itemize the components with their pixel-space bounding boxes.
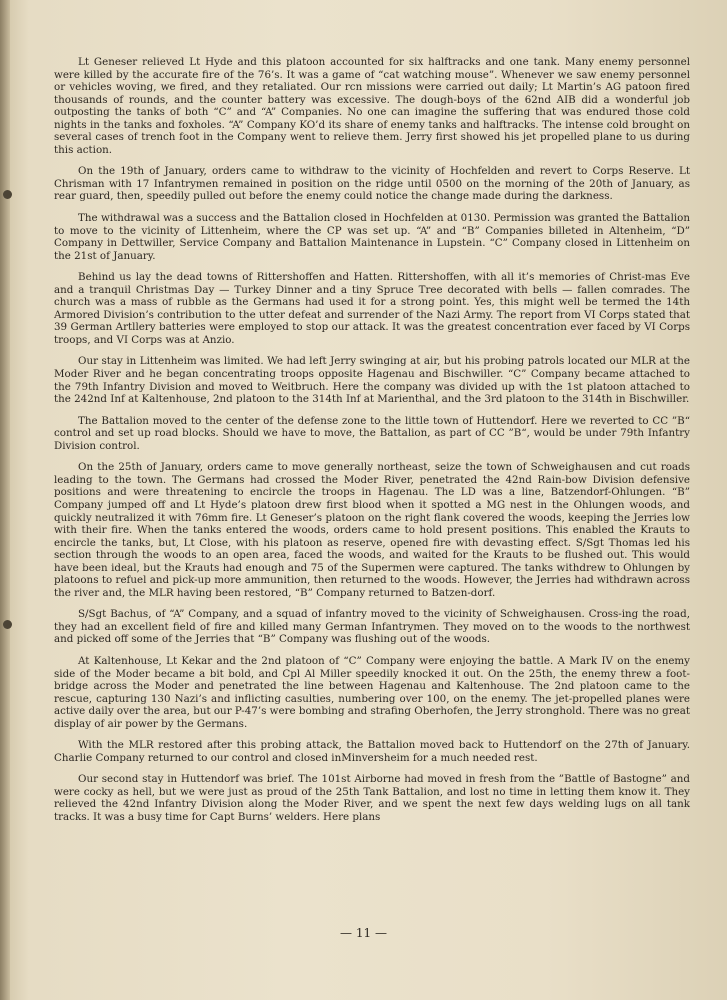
paragraph: Our second stay in Huttendorf was brief. The 101st Airborne had moved in fresh from the ”Battle of Bastogne” and were cocky as hell, but we were just as proud of the 25th Tank Battalion, and lost no time in letting them know it. They relieved the 42nd Infantry Division along the Moder River, and we spent the next few days welding lugs on all tank tracks. It was a busy time for Capt Burns’ welders. Here plans xyxy=(54,773,690,823)
paragraph: The withdrawal was a success and the Battalion closed in Hochfelden at 0130. Permission was granted the Battalion to move to the vicinity of Littenheim, where the CP was set up. “A” and “B” Companies billeted in Altenheim, “D” Company in Dettwiller, Service Company and Battalion Maintenance in Lupstein. “C” Company closed in Littenheim on the 21st of January. xyxy=(54,212,690,262)
paragraph: S/Sgt Bachus, of “A” Company, and a squad of infantry moved to the vicinity of Schweighausen. Cross-ing the road, they had an excellent field of fire and killed many German Infantrymen. They moved on to the woods to the northwest and picked off some of the Jerries that “B” Company was flushing out of the woods. xyxy=(54,608,690,646)
page-number: — 11 — xyxy=(340,926,387,940)
paragraph: On the 25th of January, orders came to move generally northeast, seize the town of Schweighausen and cut roads leading to the town. The Germans had crossed the Moder River, penetrated the 42nd Rain-bow Division defensive positions and were threatening to encircle the troops in Hagenau. The LD was a line, Batzendorf-Ohlungen. “B” Company jumped off and Lt Hyde’s platoon drew first blood when it spotted a MG nest in the Ohlungen woods, and quickly neutralized it with 76mm fire. Lt Geneser’s platoon on the right flank covered the woods, keeping the Jerries low with their fire. When the tanks entered the woods, orders came to hold present positions. This enabled the Krauts to encircle the tanks, but, Lt Close, with his platoon as reserve, opened fire with devasting effect. S/Sgt Thomas led his section through the woods to an open area, faced the woods, and waited for the Krauts to be flushed out. This would have been ideal, but the Krauts had enough and 75 of the Supermen were captured. The tanks withdrew to Ohlungen by platoons to refuel and pick-up more ammunition, then returned to the woods. However, the Jerries had withdrawn across the river and, the MLR having been restored, “B” Company returned to Batzen-dorf. xyxy=(54,461,690,599)
paragraph: The Battalion moved to the center of the defense zone to the little town of Huttendorf. Here we reverted to CC ”B“ control and set up road blocks. Should we have to move, the Battalion, as part of CC ”B“, would be under 79th Infantry Division control. xyxy=(54,414,690,452)
binding-edge xyxy=(0,0,10,1000)
paragraph: Our stay in Littenheim was limited. We had left Jerry swinging at air, but his probing patrols located our MLR at the Moder River and he began concentrating troops opposite Hagenau and Bischwiller. “C” Company became attached to the 79th Infantry Division and moved to Weitbruch. Here the company was divided up with the 1st platoon attached to the 242nd Inf at Kaltenhouse, 2nd platoon to the 314th Inf at Marienthal, and the 3rd platoon to the 314th in Bischwiller. xyxy=(54,355,690,406)
paragraph: At Kaltenhouse, Lt Kekar and the 2nd platoon of “C” Company were enjoying the battle. A Mark IV on the enemy side of the Moder became a bit bold, and Cpl Al Miller speedily knocked it out. On the 25th, the enemy threw a foot-bridge across the Moder and penetrated the line between Hagenau and Kaltenhouse. The 2nd platoon came to the rescue, capturing 130 Nazi’s and inflicting casulties, numbering over 100, on the enemy. The jet-propelled planes were active daily over the area, but our P-47’s were bombing and strafing Oberhofen, the Jerry stronghold. There was no great display of air power by the Germans. xyxy=(54,654,690,730)
binding-hole xyxy=(3,190,12,199)
paragraph: Lt Geneser relieved Lt Hyde and this platoon accounted for six halftracks and one tank. Many enemy personnel were killed by the accurate fire of the 76’s. It was a game of “cat watching mouse”. Whenever we saw enemy personnel or vehicles woving, we fired, and they retaliated. Our rcn missions were carried out daily; Lt Martin’s AG patoon fired thousands of rounds, and the counter battery was excessive. The dough-boys of the 62nd AIB did a wonderful job outposting the tanks of both “C” and “A” Companies. No one can imagine the suffering that was endured those cold nights in the tanks and foxholes. “A” Company KO’d its share of enemy tanks and halftracks. The intense cold brought on several cases of trench foot in the Company went to relieve them. Jerry first showed his jet propelled plane to us during this action. xyxy=(54,56,690,156)
binding-hole xyxy=(3,620,12,629)
paragraph: With the MLR restored after this probing attack, the Battalion moved back to Huttendorf on the 27th of January. Charlie Company returned to our control and closed inMinversheim for a much needed rest. xyxy=(54,739,690,764)
paragraph: Behind us lay the dead towns of Rittershoffen and Hatten. Rittershoffen, with all it’s memories of Christ-mas Eve and a tranquil Christmas Day — Turkey Dinner and a tiny Spruce Tree decorated with bells — fallen comrades. The church was a mass of rubble as the Germans had used it for a strong point. Yes, this might well be termed the 14th Armored Division’s contribution to the utter defeat and surrender of the Nazi Army. The report from VI Corps stated that 39 German Artllery batteries were employed to stop our attack. It was the greatest concentration ever faced by VI Corps troops, and VI Corps was at Anzio. xyxy=(54,271,690,346)
body-text xyxy=(54,56,690,833)
paragraph: On the 19th of January, orders came to withdraw to the vicinity of Hochfelden and revert to Corps Reserve. Lt Chrisman with 17 Infantrymen remained in position on the ridge until 0500 on the morning of the 20th of January, as rear guard, then, speedily pulled out before the enemy could notice the change made during the darkness. xyxy=(54,165,690,203)
